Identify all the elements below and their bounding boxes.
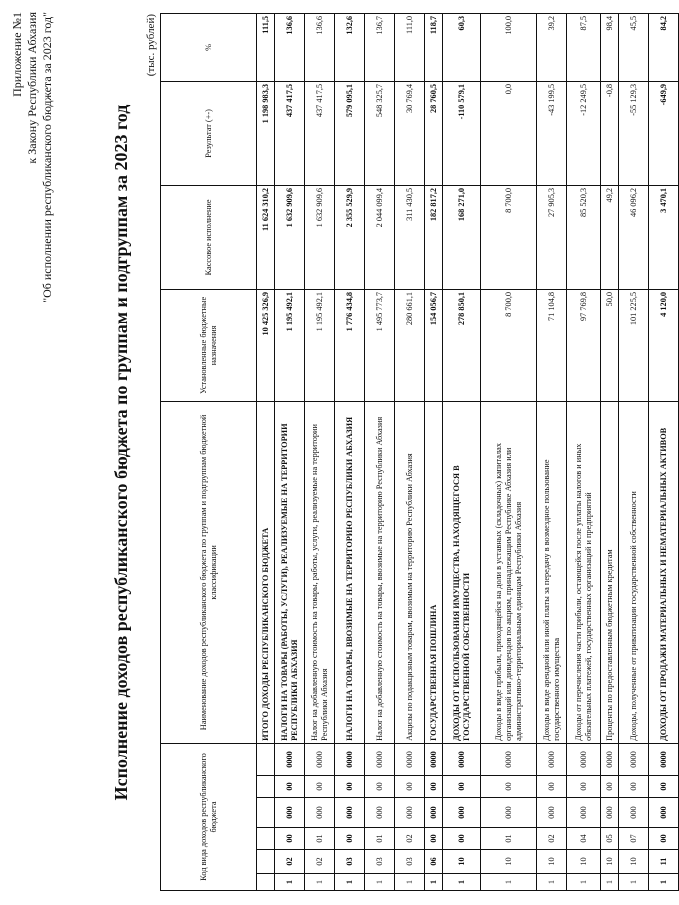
code-segment-5: 00 [601, 776, 619, 798]
code-segment-6 [257, 743, 275, 775]
code-segment-1: 1 [567, 874, 601, 891]
code-column-header: Код вида доходов республиканского бюджета [161, 743, 257, 890]
result-value: 548 325,7 [365, 81, 395, 185]
code-segment-2 [257, 850, 275, 874]
code-segment-4: 000 [537, 798, 567, 828]
executed-value: 2 044 099,4 [365, 185, 395, 289]
executed-value: 1 632 909,6 [305, 185, 335, 289]
executed-value: 168 271,0 [443, 185, 481, 289]
revenue-name: Доходы от перечисления части прибыли, остающейся после уплаты налогов и иных обязательных платежей, государственных организаций и предприятий [567, 401, 601, 743]
table-row [275, 13, 305, 890]
percent-value: 136,7 [365, 13, 395, 81]
code-segment-6: 0000 [619, 743, 649, 775]
planned-value: 50,0 [601, 289, 619, 401]
table-row [425, 13, 443, 890]
code-segment-2: 03 [335, 850, 365, 874]
code-segment-4: 000 [649, 798, 679, 828]
code-segment-3: 05 [601, 828, 619, 850]
executed-value: 49,2 [601, 185, 619, 289]
code-segment-1: 1 [305, 874, 335, 891]
code-segment-3: 00 [649, 828, 679, 850]
code-segment-5: 00 [335, 776, 365, 798]
code-segment-3: 04 [567, 828, 601, 850]
code-segment-6: 0000 [335, 743, 365, 775]
code-segment-2: 02 [275, 850, 305, 874]
code-segment-5: 00 [567, 776, 601, 798]
code-segment-5: 00 [481, 776, 537, 798]
planned-value: 280 661,1 [395, 289, 425, 401]
code-segment-6: 0000 [567, 743, 601, 775]
code-segment-3 [257, 828, 275, 850]
code-segment-4: 000 [335, 798, 365, 828]
code-segment-1: 1 [649, 874, 679, 891]
code-segment-6: 0000 [601, 743, 619, 775]
percent-value: 84,2 [649, 13, 679, 81]
code-segment-3: 00 [425, 828, 443, 850]
planned-value: 1 776 434,8 [335, 289, 365, 401]
planned-value: 71 104,8 [537, 289, 567, 401]
revenue-name: ДОХОДЫ ОТ ИСПОЛЬЗОВАНИЯ ИМУЩЕСТВА, НАХОДЯЩЕГОСЯ В ГОСУДАРСТВЕННОЙ СОБСТВЕННОСТИ [443, 401, 481, 743]
code-segment-4: 000 [481, 798, 537, 828]
law-label: к Закону Республики Абхазия [25, 12, 39, 164]
result-value: 579 095,1 [335, 81, 365, 185]
code-segment-1: 1 [537, 874, 567, 891]
code-segment-1: 1 [619, 874, 649, 891]
executed-value: 85 520,3 [567, 185, 601, 289]
table-row [601, 13, 619, 890]
planned-value: 1 195 492,1 [275, 289, 305, 401]
planned-value: 1 495 773,7 [365, 289, 395, 401]
revenue-name: ГОСУДАРСТВЕННАЯ ПОШЛИНА [425, 401, 443, 743]
percent-value: 98,4 [601, 13, 619, 81]
code-segment-2: 03 [395, 850, 425, 874]
table-row [257, 13, 275, 890]
code-segment-4 [257, 798, 275, 828]
code-segment-2: 11 [649, 850, 679, 874]
result-value: 30 769,4 [395, 81, 425, 185]
revenue-name: Акцизы по подакцизным товарам, ввозимым на территорию Республики Абхазия [395, 401, 425, 743]
code-segment-2: 10 [481, 850, 537, 874]
table-row [537, 13, 567, 890]
code-segment-3: 02 [395, 828, 425, 850]
table-body [257, 13, 679, 890]
table-row [395, 13, 425, 890]
result-value: -12 249,5 [567, 81, 601, 185]
code-segment-5: 00 [537, 776, 567, 798]
percent-value: 136,6 [275, 13, 305, 81]
result-value: -43 199,5 [537, 81, 567, 185]
revenue-name: Доходы, полученные от приватизации государственной собственности [619, 401, 649, 743]
planned-value: 154 056,7 [425, 289, 443, 401]
code-segment-5: 00 [305, 776, 335, 798]
code-segment-1: 1 [481, 874, 537, 891]
executed-column-header: Кассовое исполнение [161, 185, 257, 289]
table-row [481, 13, 537, 890]
code-segment-1: 1 [443, 874, 481, 891]
code-segment-3: 00 [443, 828, 481, 850]
code-segment-5: 00 [395, 776, 425, 798]
table-row [365, 13, 395, 890]
code-segment-6: 0000 [425, 743, 443, 775]
revenue-table [160, 13, 679, 891]
percent-value: 100,0 [481, 13, 537, 81]
percent-value: 111,0 [395, 13, 425, 81]
code-segment-5: 00 [649, 776, 679, 798]
planned-column-header: Установленные бюджетные назначения [161, 289, 257, 401]
law-title: "Об исполнении республиканского бюджета за 2023 год" [40, 12, 54, 303]
executed-value: 182 817,2 [425, 185, 443, 289]
table-row [649, 13, 679, 890]
code-segment-4: 000 [567, 798, 601, 828]
result-value: 437 417,5 [305, 81, 335, 185]
revenue-name: ДОХОДЫ ОТ ПРОДАЖИ МАТЕРИАЛЬНЫХ И НЕМАТЕРИАЛЬНЫХ АКТИВОВ [649, 401, 679, 743]
pct-column-header: % [161, 13, 257, 81]
result-value: 437 417,5 [275, 81, 305, 185]
code-segment-3: 02 [537, 828, 567, 850]
planned-value: 10 425 326,9 [257, 289, 275, 401]
code-segment-6: 0000 [443, 743, 481, 775]
result-value: 28 760,5 [425, 81, 443, 185]
percent-value: 39,2 [537, 13, 567, 81]
revenue-name: Доходы в виде арендной или иной платы за передачу в возмездное пользование государственного имущества [537, 401, 567, 743]
executed-value: 1 632 909,6 [275, 185, 305, 289]
executed-value: 311 430,5 [395, 185, 425, 289]
result-column-header: Результат (+-) [161, 81, 257, 185]
code-segment-3: 01 [305, 828, 335, 850]
code-segment-4: 000 [275, 798, 305, 828]
table-row [335, 13, 365, 890]
percent-value: 136,6 [305, 13, 335, 81]
percent-value: 87,5 [567, 13, 601, 81]
code-segment-3: 07 [619, 828, 649, 850]
code-segment-6: 0000 [649, 743, 679, 775]
code-segment-5: 00 [443, 776, 481, 798]
code-segment-1: 1 [335, 874, 365, 891]
table-row [567, 13, 601, 890]
code-segment-5: 00 [619, 776, 649, 798]
result-value: -110 579,1 [443, 81, 481, 185]
planned-value: 97 769,8 [567, 289, 601, 401]
code-segment-5 [257, 776, 275, 798]
code-segment-1: 1 [275, 874, 305, 891]
code-segment-2: 10 [537, 850, 567, 874]
units-label: (тыс. рублей) [145, 14, 157, 77]
code-segment-3: 01 [481, 828, 537, 850]
revenue-name: НАЛОГИ НА ТОВАРЫ (РАБОТЫ, УСЛУГИ), РЕАЛИЗУЕМЫЕ НА ТЕРРИТОРИИ РЕСПУБЛИКИ АБХАЗИЯ [275, 401, 305, 743]
code-segment-6: 0000 [305, 743, 335, 775]
code-segment-2: 03 [365, 850, 395, 874]
executed-value: 27 905,3 [537, 185, 567, 289]
code-segment-1: 1 [601, 874, 619, 891]
planned-value: 8 700,0 [481, 289, 537, 401]
percent-value: 111,5 [257, 13, 275, 81]
code-segment-4: 000 [443, 798, 481, 828]
code-segment-1: 1 [395, 874, 425, 891]
table-row [305, 13, 335, 890]
percent-value: 45,5 [619, 13, 649, 81]
result-value: -55 129,3 [619, 81, 649, 185]
table-row [619, 13, 649, 890]
planned-value: 278 850,1 [443, 289, 481, 401]
code-segment-4: 000 [305, 798, 335, 828]
table-row [443, 13, 481, 890]
result-value: -649,9 [649, 81, 679, 185]
planned-value: 4 120,0 [649, 289, 679, 401]
code-segment-6: 0000 [537, 743, 567, 775]
code-segment-1 [257, 874, 275, 891]
code-segment-3: 00 [335, 828, 365, 850]
revenue-name: НАЛОГИ НА ТОВАРЫ, ВВОЗИМЫЕ НА ТЕРРИТОРИЮ РЕСПУБЛИКИ АБХАЗИЯ [335, 401, 365, 743]
percent-value: 132,6 [335, 13, 365, 81]
revenue-name: Проценты по предоставленным бюджетным кредитам [601, 401, 619, 743]
code-segment-5: 00 [275, 776, 305, 798]
executed-value: 3 470,1 [649, 185, 679, 289]
code-segment-5: 00 [425, 776, 443, 798]
planned-value: 101 225,5 [619, 289, 649, 401]
executed-value: 2 355 529,9 [335, 185, 365, 289]
code-segment-2: 02 [305, 850, 335, 874]
result-value: 1 198 983,3 [257, 81, 275, 185]
code-segment-4: 000 [619, 798, 649, 828]
code-segment-3: 01 [365, 828, 395, 850]
planned-value: 1 195 492,1 [305, 289, 335, 401]
code-segment-6: 0000 [395, 743, 425, 775]
executed-value: 46 096,2 [619, 185, 649, 289]
code-segment-4: 000 [365, 798, 395, 828]
document-title: Исполнение доходов республиканского бюджета по группам и подгруппам за 2023 год [111, 104, 131, 801]
revenue-name: Налог на добавленную стоимость на товары, работы, услуги, реализуемые на территории Республики Абхазия [305, 401, 335, 743]
code-segment-6: 0000 [365, 743, 395, 775]
result-value: -0,8 [601, 81, 619, 185]
code-segment-5: 00 [365, 776, 395, 798]
code-segment-6: 0000 [275, 743, 305, 775]
code-segment-3: 00 [275, 828, 305, 850]
appendix-label: Приложение №1 [10, 12, 24, 97]
code-segment-2: 10 [601, 850, 619, 874]
code-segment-2: 10 [619, 850, 649, 874]
name-column-header: Наименование доходов республиканского бюджета по группам и подгруппам бюджетной классификации [161, 401, 257, 743]
code-segment-2: 10 [443, 850, 481, 874]
percent-value: 60,3 [443, 13, 481, 81]
executed-value: 11 624 310,2 [257, 185, 275, 289]
revenue-name: Доходы в виде прибыли, приходящейся на доли в уставных (складочных) капиталах организаций или дивидендов по акциям, принадлежащим Республике Абхазия или административно-территориальным единицам Республики Абхазия [481, 401, 537, 743]
executed-value: 8 700,0 [481, 185, 537, 289]
code-segment-4: 000 [395, 798, 425, 828]
revenue-name: ИТОГО ДОХОДЫ РЕСПУБЛИКАНСКОГО БЮДЖЕТА [257, 401, 275, 743]
code-segment-2: 10 [567, 850, 601, 874]
result-value: 0,0 [481, 81, 537, 185]
percent-value: 118,7 [425, 13, 443, 81]
code-segment-1: 1 [365, 874, 395, 891]
code-segment-4: 000 [601, 798, 619, 828]
code-segment-6: 0000 [481, 743, 537, 775]
code-segment-2: 06 [425, 850, 443, 874]
code-segment-4: 000 [425, 798, 443, 828]
table-header-row [161, 13, 257, 890]
code-segment-1: 1 [425, 874, 443, 891]
revenue-name: Налог на добавленную стоимость на товары, ввозимые на территорию Республики Абхазия [365, 401, 395, 743]
